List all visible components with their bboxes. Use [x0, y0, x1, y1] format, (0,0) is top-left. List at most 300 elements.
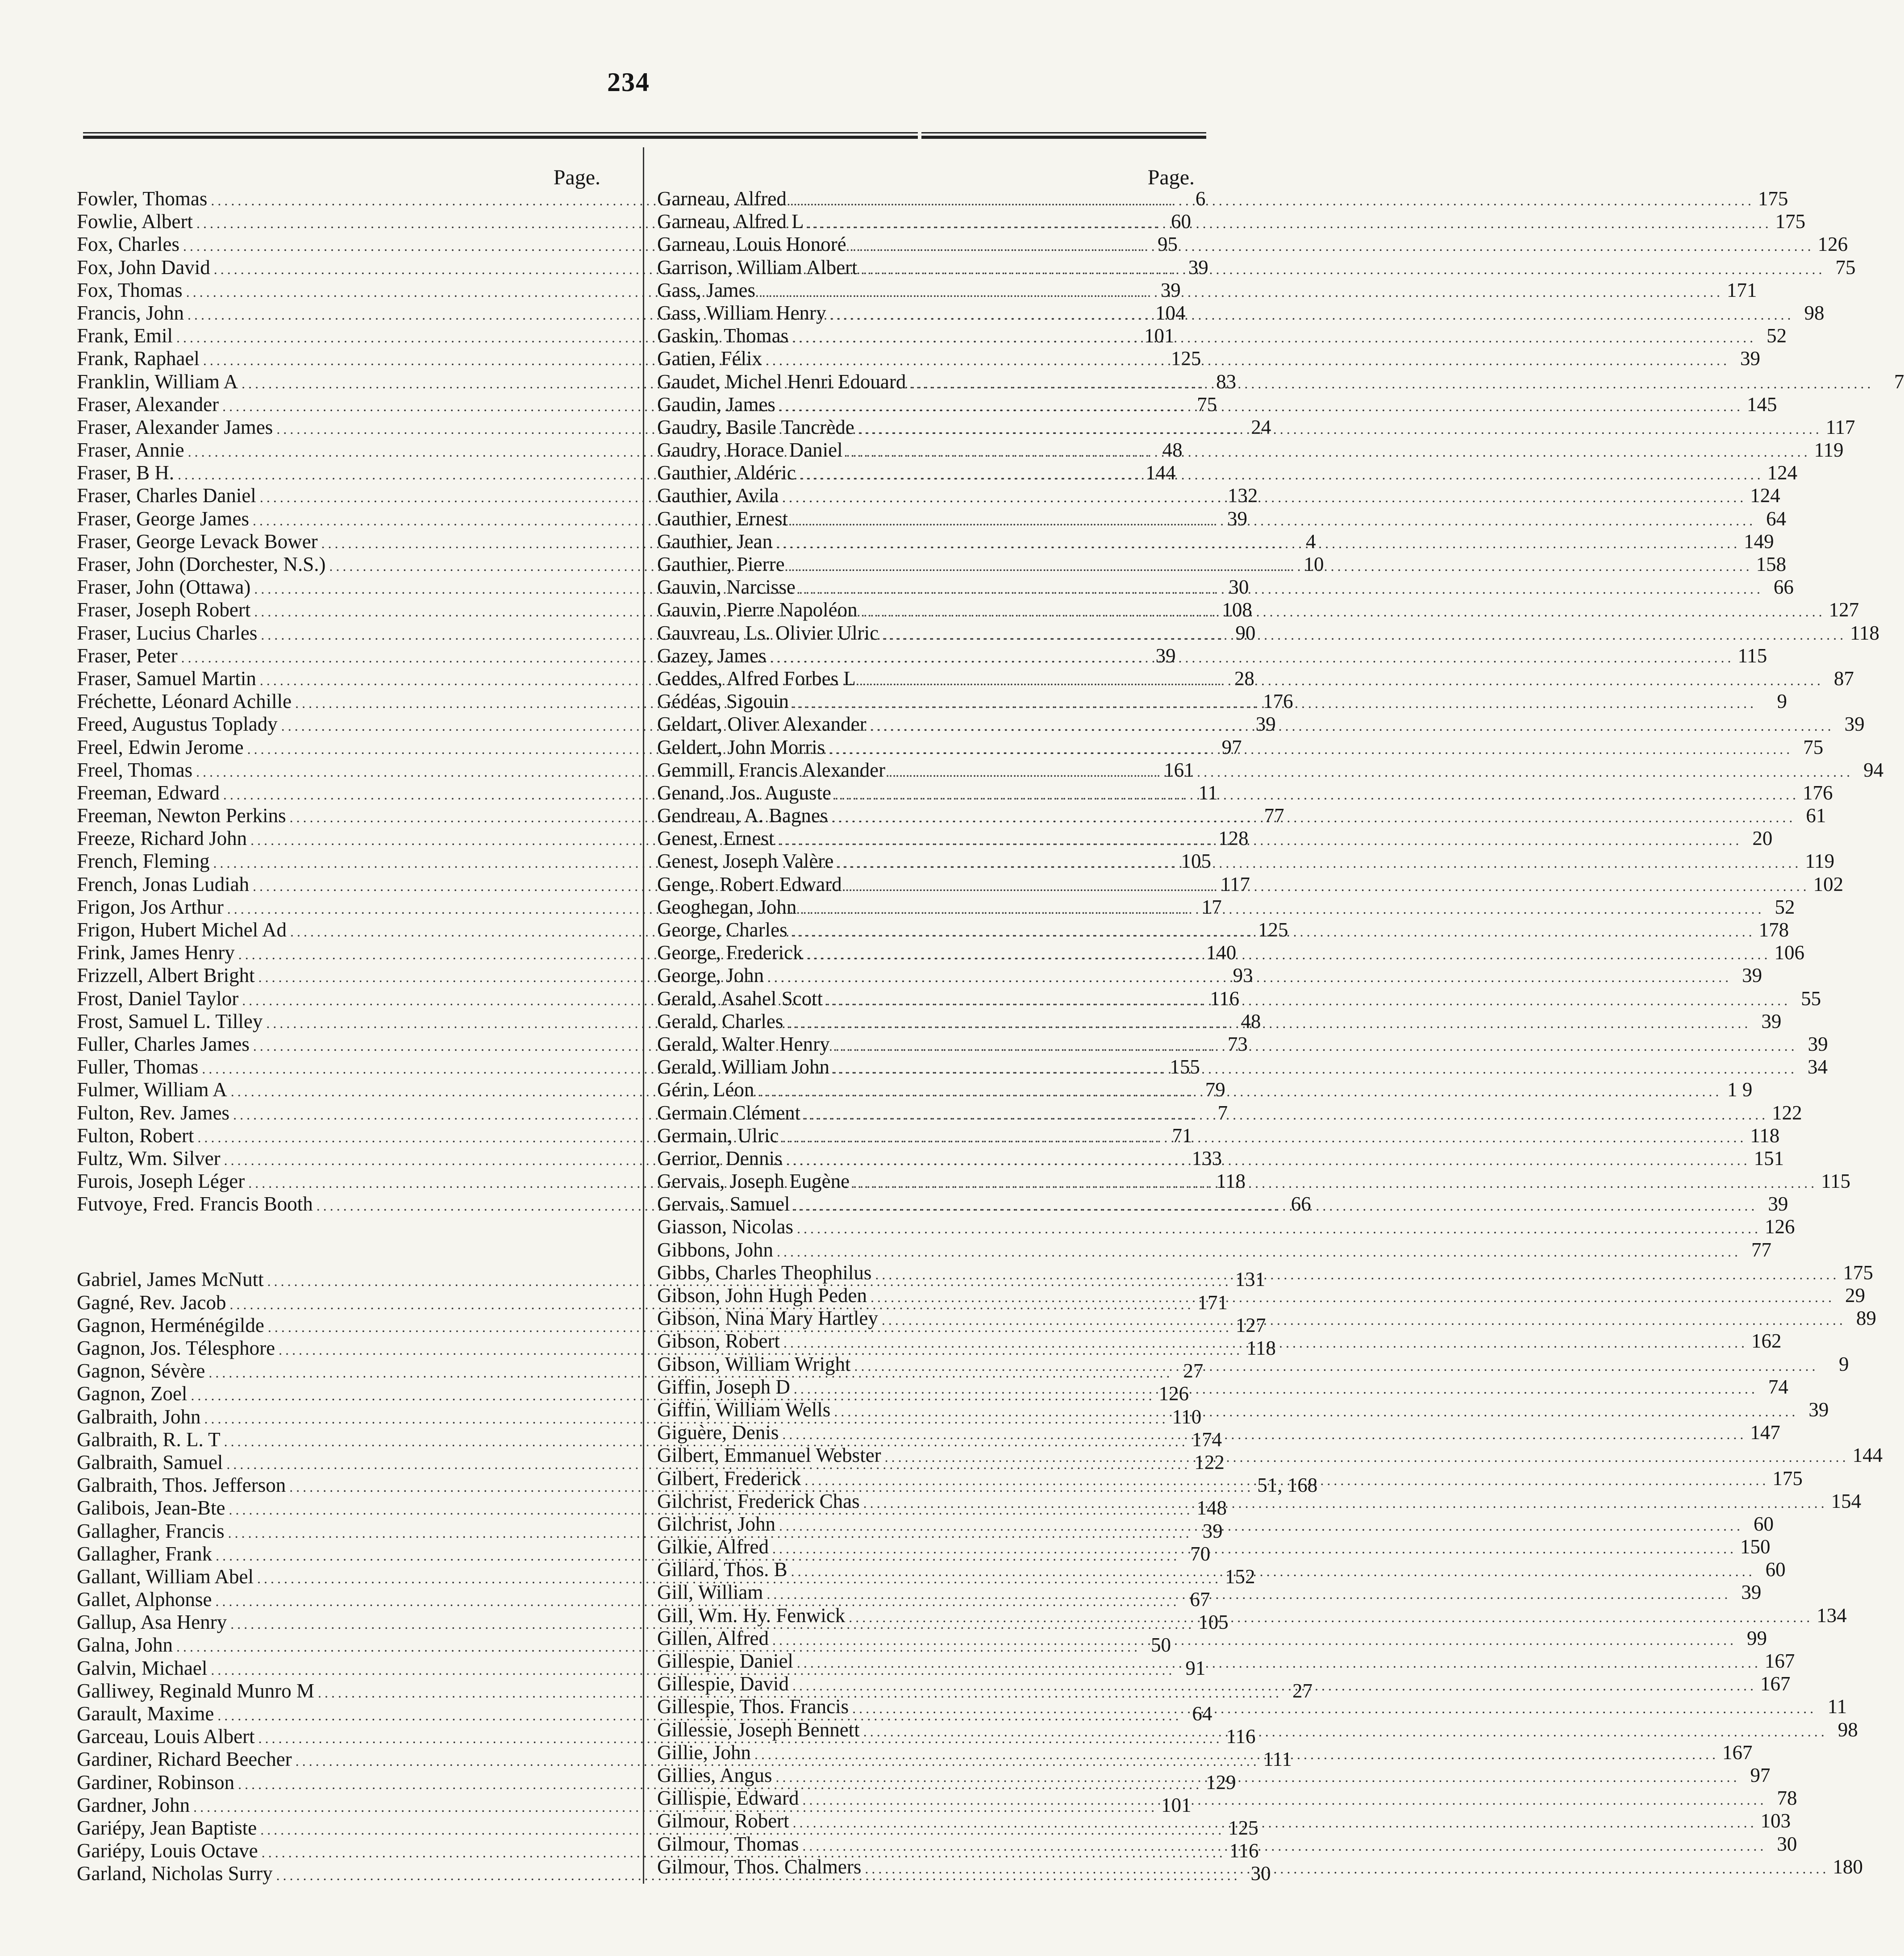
entry-page-number: 150	[1740, 1536, 1771, 1558]
entry-name: Fraser, George James	[77, 507, 249, 530]
index-entry	[657, 850, 1835, 873]
entry-page-number: 67	[1190, 1588, 1210, 1611]
dot-leader	[831, 806, 1796, 829]
entry-page-number: 116	[1226, 1725, 1256, 1748]
entry-page-number: 117	[1221, 873, 1250, 895]
entry-page-number: 95	[1158, 233, 1178, 256]
entry-name: Gibbs, Charles Theophilus	[657, 1261, 872, 1284]
entry-page-number: 167	[1764, 1650, 1795, 1672]
entry-page-number: 7	[1217, 1101, 1228, 1124]
entry-page-number: 118	[1246, 1337, 1276, 1359]
entry-page-number: 94	[1863, 758, 1884, 781]
entry-name: Frigon, Jos Arthur	[77, 895, 224, 918]
dot-leader	[870, 715, 1834, 737]
entry-name: Fraser, Charles Daniel	[77, 484, 256, 507]
entry-page-number: 154	[1831, 1490, 1862, 1512]
entry-page-number: 128	[1218, 827, 1249, 850]
entry-page-number: 39	[1808, 1398, 1829, 1421]
entry-page-number: 39	[1155, 644, 1176, 667]
entry-page-number: 78	[1777, 1787, 1797, 1810]
entry-name: Fréchette, Léonard Achille	[77, 690, 292, 713]
entry-name: Garland, Nicholas Surry	[77, 1862, 273, 1885]
entry-page-number: 174	[1192, 1428, 1222, 1451]
dot-leader	[826, 989, 1791, 1012]
dot-leader	[861, 600, 1825, 623]
dot-leader	[909, 372, 1874, 395]
dot-leader	[865, 1857, 1829, 1880]
entry-name: Gill, William	[657, 1581, 763, 1604]
entry-name: Gillie, John	[657, 1741, 751, 1764]
entry-name: Gillespie, David	[657, 1673, 789, 1695]
dot-leader	[882, 621, 1846, 646]
entry-name: Franklin, William A	[77, 370, 238, 393]
entry-page-number: 39	[1227, 507, 1247, 530]
entry-page-number: 39	[1740, 347, 1760, 370]
entry-name: Freel, Edwin Jerome	[77, 736, 244, 758]
entry-page-number: 7	[1894, 370, 1904, 393]
entry-name: Gilmour, Thomas	[657, 1832, 799, 1855]
dot-leader	[786, 1149, 1750, 1172]
entry-page-number: 20	[1752, 827, 1773, 850]
entry-page-number: 39	[1742, 964, 1762, 987]
entry-page-number: 101	[1144, 325, 1175, 347]
index-entry	[657, 210, 1806, 233]
entry-page-number: 167	[1722, 1741, 1753, 1764]
entry-name: George, John	[657, 964, 764, 987]
index-entry	[657, 530, 1774, 553]
entry-name: Gerald, Walter Henry	[657, 1032, 830, 1055]
entry-name: Giffin, William Wells	[657, 1398, 831, 1421]
entry-page-number: 125	[1171, 347, 1201, 370]
index-entry	[657, 644, 1767, 667]
entry-name: Galibois, Jean-Bte	[77, 1497, 225, 1519]
entry-page-number: 30	[1250, 1862, 1271, 1885]
index-entry	[657, 1124, 1780, 1147]
entry-name: Gass, William Henry	[657, 301, 826, 324]
entry-name: Gauthier, Avila	[657, 484, 779, 507]
entry-page-number: 119	[1805, 850, 1835, 873]
dot-leader	[849, 1606, 1813, 1629]
entry-name: Gagnon, Sévère	[77, 1360, 205, 1382]
entry-page-number: 30	[1777, 1832, 1797, 1855]
entry-name: Giffin, Joseph D	[657, 1375, 790, 1398]
entry-page-number: 111	[1263, 1748, 1292, 1771]
header-rule-left	[83, 132, 918, 142]
entry-page-number: 71	[1172, 1124, 1192, 1147]
entry-name: Fraser, George Levack Bower	[77, 530, 318, 553]
entry-page-number: 75	[1835, 256, 1856, 279]
entry-name: Francis, John	[77, 301, 184, 324]
dot-leader	[889, 758, 1853, 783]
entry-page-number: 127	[1235, 1314, 1266, 1336]
entry-name: Galbraith, Thos. Jefferson	[77, 1474, 286, 1497]
entry-name: Gillen, Alfred	[657, 1627, 769, 1649]
dot-leader	[791, 920, 1755, 943]
entry-name: Gaudet, Michel Henri Edouard	[657, 370, 906, 393]
dot-leader	[850, 235, 1814, 258]
entry-name: Galbraith, R. L. T	[77, 1428, 221, 1451]
entry-page-number: 171	[1197, 1291, 1228, 1314]
dot-leader	[767, 966, 1732, 989]
entry-name: Galliwey, Reginald Munro M	[77, 1679, 315, 1702]
entry-name: Freel, Thomas	[77, 758, 193, 781]
entry-page-number: 106	[1774, 941, 1805, 964]
entry-page-number: 79	[1205, 1078, 1225, 1101]
entry-name: Garceau, Louis Albert	[77, 1725, 255, 1748]
entry-name: Furois, Joseph Léger	[77, 1170, 245, 1193]
entry-page-number: 125	[1258, 919, 1288, 941]
entry-name: Gilbert, Frederick	[657, 1467, 801, 1490]
entry-name: Frank, Raphael	[77, 347, 200, 370]
entry-page-number: 6	[1195, 187, 1206, 210]
entry-page-number: 176	[1802, 781, 1833, 804]
entry-name: Gabriel, James McNutt	[77, 1268, 264, 1291]
entry-page-number: 97	[1221, 736, 1242, 758]
dot-leader	[772, 1629, 1737, 1652]
entry-page-number: 144	[1146, 462, 1176, 484]
index-entry	[657, 279, 1757, 302]
entry-page-number: 1 9	[1727, 1078, 1753, 1101]
entry-page-number: 29	[1845, 1284, 1865, 1307]
dot-leader	[776, 1766, 1740, 1789]
dot-leader	[800, 895, 1764, 920]
entry-page-number: 116	[1229, 1839, 1259, 1862]
dot-leader	[871, 1286, 1835, 1309]
index-entry	[657, 233, 1848, 256]
entry-page-number: 51, 168	[1257, 1474, 1318, 1497]
dot-leader	[807, 943, 1771, 966]
entry-name: Gallagher, Francis	[77, 1519, 225, 1542]
dot-leader	[788, 555, 1753, 578]
entry-page-number: 11	[1198, 781, 1218, 804]
index-entry	[657, 1353, 1849, 1376]
dot-leader	[837, 852, 1801, 874]
entry-name: Genand, Jos. Auguste	[657, 781, 831, 804]
entry-page-number: 64	[1192, 1702, 1212, 1725]
dot-leader	[834, 1400, 1798, 1423]
entry-page-number: 77	[1264, 804, 1284, 827]
entry-name: French, Fleming	[77, 850, 210, 873]
dot-leader	[793, 1811, 1757, 1834]
entry-name: Gauthier, Aldéric	[657, 462, 796, 484]
dot-leader	[779, 1515, 1743, 1537]
entry-name: Fraser, B H.	[77, 462, 175, 484]
entry-page-number: 133	[1192, 1147, 1222, 1169]
dot-leader	[792, 692, 1757, 715]
entry-page-number: 126	[1764, 1215, 1795, 1238]
entry-page-number: 30	[1229, 576, 1249, 599]
dot-leader	[779, 395, 1743, 418]
entry-page-number: 11	[1827, 1695, 1847, 1718]
entry-name: Gilbert, Emmanuel Webster	[657, 1444, 881, 1467]
entry-page-number: 124	[1767, 462, 1798, 484]
entry-name: Fulton, Rev. James	[77, 1101, 230, 1124]
entry-name: Gilmour, Thos. Chalmers	[657, 1855, 862, 1878]
entry-page-number: 158	[1756, 553, 1787, 575]
entry-page-number: 60	[1171, 210, 1191, 233]
entry-name: Fox, John David	[77, 256, 210, 279]
index-entry	[657, 256, 1856, 279]
entry-page-number: 115	[1737, 644, 1767, 667]
entry-name: Geoghegan, John	[657, 895, 797, 918]
entry-page-number: 27	[1292, 1679, 1313, 1702]
entry-page-number: 144	[1852, 1444, 1883, 1467]
entry-page-number: 39	[1202, 1519, 1223, 1542]
dot-leader	[770, 646, 1734, 669]
entry-page-number: 52	[1767, 325, 1787, 347]
entry-page-number: 28	[1234, 667, 1254, 690]
entry-name: Germain, Ulric	[657, 1124, 779, 1147]
dot-leader	[835, 783, 1799, 806]
entry-name: Gédéas, Sigouin	[657, 690, 789, 713]
entry-name: Gallet, Alphonse	[77, 1588, 212, 1611]
entry-name: Frizzell, Albert Bright	[77, 964, 255, 987]
entry-name: Gibson, John Hugh Peden	[657, 1284, 867, 1307]
entry-page-number: 99	[1746, 1627, 1767, 1649]
dot-leader	[808, 212, 1772, 235]
dot-leader	[804, 1103, 1768, 1126]
dot-leader	[875, 1263, 1839, 1286]
entry-name: Gallant, William Abel	[77, 1565, 254, 1588]
index-entry	[657, 713, 1865, 736]
dot-leader	[797, 1217, 1761, 1240]
entry-name: Gauvin, Narcisse	[657, 576, 796, 599]
entry-page-number: 175	[1758, 187, 1788, 210]
dot-leader	[758, 1080, 1722, 1103]
entry-name: George, Frederick	[657, 941, 803, 964]
dot-leader	[859, 669, 1824, 692]
entry-page-number: 48	[1162, 439, 1183, 462]
entry-name: Galbraith, Samuel	[77, 1451, 223, 1473]
entry-name: Freeman, Newton Perkins	[77, 804, 286, 827]
entry-page-number: 70	[1190, 1542, 1211, 1565]
entry-page-number: 127	[1829, 599, 1859, 621]
entry-name: Gendreau, A. Bagnes	[657, 804, 828, 827]
dot-leader	[787, 1012, 1751, 1035]
entry-name: Gibson, Nina Mary Hartley	[657, 1307, 878, 1330]
dot-leader	[791, 1560, 1755, 1583]
entry-name: Galna, John	[77, 1634, 173, 1656]
entry-page-number: 87	[1833, 667, 1854, 690]
dot-leader	[792, 326, 1756, 349]
entry-page-number: 161	[1164, 758, 1194, 781]
entry-page-number: 39	[1808, 1032, 1828, 1055]
dot-leader	[800, 463, 1764, 486]
entry-name: Gerald, Charles	[657, 1010, 783, 1032]
entry-name: Fraser, Lucius Charles	[77, 621, 258, 644]
entry-page-number: 148	[1196, 1497, 1227, 1519]
dot-leader	[759, 281, 1723, 304]
dot-leader	[802, 1835, 1767, 1857]
entry-name: Gibbons, John	[657, 1238, 774, 1261]
entry-page-number: 105	[1198, 1611, 1229, 1634]
entry-page-number: 122	[1772, 1101, 1802, 1124]
entry-name: Fultz, Wm. Silver	[77, 1147, 221, 1169]
entry-name: Gallup, Asa Henry	[77, 1611, 227, 1634]
entry-name: Gauvreau, Ls. Olivier Ulric	[657, 621, 879, 644]
entry-name: Gaudry, Basile Tancrède	[657, 416, 854, 438]
entry-page-number: 77	[1751, 1238, 1772, 1261]
dot-leader	[792, 509, 1756, 532]
entry-name: Gatien, Félix	[657, 347, 762, 370]
entry-name: Gardiner, Richard Beecher	[77, 1748, 292, 1771]
entry-name: Frink, James Henry	[77, 941, 235, 964]
entry-page-number: 118	[1216, 1170, 1246, 1193]
index-entry	[657, 1650, 1795, 1673]
dot-leader	[863, 1720, 1828, 1743]
dot-leader	[782, 486, 1746, 509]
entry-page-number: 132	[1227, 484, 1258, 507]
entry-name: Fraser, John (Dorchester, N.S.)	[77, 553, 326, 575]
entry-name: Gagné, Rev. Jacob	[77, 1291, 226, 1314]
entry-name: Fulton, Robert	[77, 1124, 194, 1147]
dot-leader	[793, 1194, 1758, 1217]
entry-name: Giguère, Denis	[657, 1421, 779, 1444]
entry-page-number: 60	[1765, 1558, 1786, 1581]
entry-name: Genest, Joseph Valère	[657, 850, 834, 873]
entry-page-number: 98	[1837, 1718, 1858, 1741]
entry-name: Germain Clément	[657, 1101, 801, 1124]
entry-name: Futvoye, Fred. Francis Booth	[77, 1193, 313, 1215]
dot-leader	[776, 532, 1740, 555]
entry-name: Gauthier, Ernest	[657, 507, 788, 530]
entry-page-number: 97	[1750, 1764, 1771, 1786]
entry-name: Gillespie, Daniel	[657, 1650, 793, 1672]
entry-name: Garneau, Alfred L	[657, 210, 804, 233]
entry-name: Freed, Augustus Toplady	[77, 713, 278, 736]
dot-leader	[797, 1652, 1761, 1674]
entry-name: Gardiner, Robinson	[77, 1771, 235, 1794]
dot-leader	[783, 1332, 1748, 1354]
entry-page-number: 178	[1758, 919, 1789, 941]
header-rule-right	[921, 132, 1206, 142]
page-column-header-right: Page.	[1147, 166, 1195, 189]
index-entry	[657, 1627, 1767, 1650]
entry-page-number: 118	[1750, 1124, 1780, 1147]
entry-page-number: 175	[1772, 1467, 1803, 1490]
dot-leader	[830, 301, 1794, 326]
entry-page-number: 75	[1803, 736, 1824, 758]
entry-page-number: 149	[1744, 530, 1774, 553]
entry-name: Gilchrist, Frederick Chas	[657, 1490, 860, 1512]
entry-name: Gérin, Léon	[657, 1078, 754, 1101]
entry-name: Garault, Maxime	[77, 1702, 214, 1725]
entry-page-number: 103	[1760, 1810, 1791, 1832]
entry-page-number: 75	[1197, 393, 1217, 416]
entry-name: Genest, Ernest	[657, 827, 775, 850]
entry-name: Fowlie, Albert	[77, 210, 193, 233]
entry-page-number: 9	[1838, 1353, 1849, 1375]
dot-leader	[778, 829, 1742, 852]
entry-page-number: 145	[1746, 393, 1777, 416]
dot-leader	[861, 258, 1825, 281]
entry-name: Fuller, Thomas	[77, 1056, 199, 1078]
entry-name: Fraser, Annie	[77, 439, 184, 462]
dot-leader	[766, 349, 1730, 372]
entry-page-number: 93	[1233, 964, 1253, 987]
dot-leader	[754, 1743, 1719, 1766]
index-entry	[657, 187, 1788, 210]
entry-page-number: 125	[1228, 1816, 1258, 1839]
entry-name: Garneau, Alfred	[657, 187, 787, 210]
dot-leader	[882, 1309, 1846, 1332]
entry-page-number: 39	[1188, 256, 1208, 279]
entry-page-number: 98	[1804, 301, 1825, 324]
dot-leader	[885, 1446, 1849, 1469]
entry-name: Fraser, John (Ottawa)	[77, 576, 251, 599]
entry-name: Gariépy, Louis Octave	[77, 1839, 258, 1862]
entry-page-number: 140	[1206, 941, 1237, 964]
entry-name: Gilmour, Robert	[657, 1810, 789, 1832]
entry-name: Frost, Samuel L. Tilley	[77, 1010, 263, 1032]
entry-name: Gerrior, Dennis	[657, 1147, 783, 1169]
entry-page-number: 9	[1777, 690, 1787, 713]
entry-page-number: 39	[1761, 1010, 1782, 1032]
entry-page-number: 108	[1222, 599, 1252, 621]
entry-name: Gagnon, Herménégilde	[77, 1314, 264, 1336]
entry-page-number: 116	[1210, 987, 1240, 1010]
entry-name: Gauvin, Pierre Napoléon	[657, 599, 858, 621]
index-entry	[657, 1215, 1795, 1238]
entry-name: Fraser, Joseph Robert	[77, 599, 251, 621]
entry-page-number: 27	[1183, 1360, 1204, 1382]
entry-page-number: 126	[1158, 1382, 1189, 1405]
entry-page-number: 155	[1170, 1056, 1200, 1078]
entry-page-number: 89	[1856, 1307, 1876, 1330]
entry-page-number: 90	[1235, 621, 1256, 644]
dot-leader	[846, 441, 1811, 463]
entry-name: Gibson, William Wright	[657, 1353, 851, 1375]
entry-name: Gillispie, Edward	[657, 1787, 799, 1810]
entry-page-number: 115	[1821, 1170, 1850, 1193]
entry-page-number: 171	[1726, 279, 1757, 301]
dot-leader	[777, 1240, 1741, 1263]
entry-name: Gaudin, James	[657, 393, 775, 416]
entry-name: Gillies, Angus	[657, 1764, 772, 1786]
dot-leader	[767, 1583, 1731, 1606]
dot-leader	[794, 1378, 1758, 1400]
entry-name: Gervais, Samuel	[657, 1193, 790, 1215]
entry-name: Fowler, Thomas	[77, 187, 208, 210]
entry-name: Gauthier, Jean	[657, 530, 773, 553]
entry-name: Gazey, James	[657, 644, 767, 667]
entry-page-number: 24	[1251, 416, 1271, 438]
entry-name: Geldart, Oliver Alexander	[657, 713, 867, 736]
entry-page-number: 48	[1241, 1010, 1261, 1032]
entry-page-number: 101	[1161, 1794, 1192, 1816]
entry-page-number: 175	[1775, 210, 1806, 233]
dot-leader	[772, 1537, 1737, 1560]
index-entry	[657, 1398, 1829, 1421]
entry-name: Gilchrist, John	[657, 1512, 775, 1535]
entry-name: Gervais, Joseph Eugène	[657, 1170, 850, 1193]
dot-leader	[829, 738, 1793, 761]
entry-page-number: 55	[1801, 987, 1821, 1010]
dot-leader	[853, 1172, 1817, 1194]
entry-name: Gagnon, Zoel	[77, 1382, 187, 1405]
index-entry	[657, 758, 1884, 782]
entry-page-number: 64	[1766, 507, 1787, 530]
entry-page-number: 10	[1304, 553, 1324, 575]
entry-page-number: 91	[1185, 1656, 1206, 1679]
entry-name: Genge, Robert Edward	[657, 873, 842, 895]
index-entry	[657, 1056, 1828, 1078]
entry-page-number: 129	[1206, 1771, 1236, 1794]
dot-leader	[782, 1423, 1746, 1446]
page-column-header-left: Page.	[553, 166, 600, 189]
entry-name: Gillessie, Joseph Bennett	[657, 1718, 860, 1741]
dot-leader	[833, 1032, 1798, 1057]
